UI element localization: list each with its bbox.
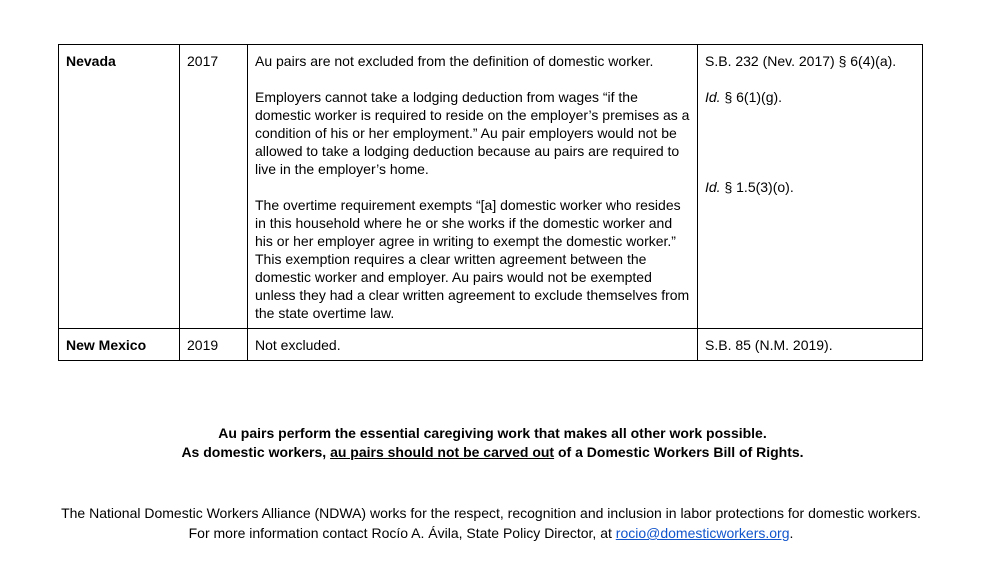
callout-text: As domestic workers,: [181, 444, 331, 460]
callout-line-2: [0, 443, 985, 462]
year-cell: 2019: [180, 329, 248, 361]
citation-prefix: Id.: [705, 89, 721, 105]
email-link[interactable]: rocio@domesticworkers.org: [615, 525, 790, 541]
description-paragraph: The overtime requirement exempts “[a] domestic worker who resides in this household where he or she works if the domestic worker and his or her employer agree in writing to exempt the domestic worker.” This exemption requires a clear written agreement between the domestic worker and employer. Au pairs would not be exempted unless they had a clear written agreement to exclude themselves from the state overtime law.: [255, 197, 690, 321]
footer-note: [58, 503, 924, 543]
callout-text: of a Domestic Workers Bill of Rights.: [554, 444, 804, 460]
citation-text: S.B. 232 (Nev. 2017) § 6(4)(a).: [705, 53, 897, 69]
citation: [705, 336, 915, 354]
description-paragraph: Au pairs are not excluded from the definition of domestic worker.: [255, 53, 654, 69]
citation-cell: [698, 45, 923, 329]
callout-emphasis: au pairs should not be carved out: [330, 444, 555, 460]
description-paragraph: Not excluded.: [255, 337, 341, 353]
citation: [705, 178, 915, 196]
table-row-nevada: [59, 45, 923, 329]
citation-text: § 6(1)(g).: [720, 89, 783, 105]
callout-line-1: Au pairs perform the essential caregiving work that makes all other work possible.: [218, 425, 767, 441]
state-cell: New Mexico: [59, 329, 180, 361]
state-cell: Nevada: [59, 45, 180, 329]
year-cell: 2017: [180, 45, 248, 329]
state-laws-table: [58, 44, 923, 361]
description-paragraph: Employers cannot take a lodging deduction from wages “if the domestic worker is required to reside on the employer’s premises as a condition of his or her employment.” Au pair employers would not be allowed to take a lodging deduction because au pairs are required to live in the employer’s home.: [255, 89, 690, 177]
citation-cell: [698, 329, 923, 361]
citation-text: § 1.5(3)(o).: [720, 179, 794, 195]
citation: [705, 52, 915, 70]
citation: [705, 88, 915, 106]
footer-text: The National Domestic Workers Alliance (NDWA) works for the respect, recognition and inclusion in labor protections for domestic workers. For more information contact Rocío A. Ávila, State Policy Director, at: [61, 505, 921, 541]
description-cell: [248, 45, 698, 329]
table-row-new-mexico: [59, 329, 923, 361]
citation-text: S.B. 85 (N.M. 2019).: [705, 337, 833, 353]
citation-prefix: Id.: [705, 179, 721, 195]
footer-trailing: .: [789, 525, 794, 541]
description-cell: [248, 329, 698, 361]
callout-statement: [0, 424, 985, 462]
